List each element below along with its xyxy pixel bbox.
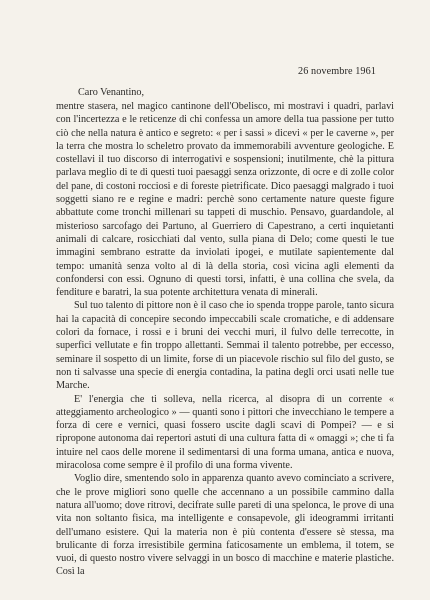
paragraph-3: E' l'energia che ti solleva, nella ricerca, al disopra di un corrente « atteggiamento archeologico » — quanti sono i pittori che invecchiano le tempere a forza di cere e vernici, quasi fossero uscite dagli scavi di Pompei? — e si ripropone autonoma dai repertori astuti di una cultura fatta di « omaggi »; che ti fa intuire nel caos delle morene il sedimentarsi di una forma umana, antica e nuova, miracolosa come sempre è il profilo di una forma vivente. [56,393,394,472]
paragraph-2: Sul tuo talento di pittore non è il caso che io spenda troppe parole, tanto sicura hai la capacità di concepire secondo impeccabili scale cromatiche, e di addensare colori da fornace, i rossi e i bruni dei vecchi muri, il fulvo delle terrecotte, in superfici vellutate e fin troppo allettanti. Semmai il talento potrebbe, per eccesso, seminare il sospetto di un limite, forse di un piacevole rischio sul filo del gusto, se non ti salvasse una specie di energia contadina, la patina degli orci usati nelle tue Marche. [56,300,394,392]
letter-salutation: Caro Venantino, [78,87,145,98]
paragraph-4: Voglio dire, smentendo solo in apparenza quanto avevo cominciato a scrivere, che le prove migliori sono quelle che accennano a un possibile cammino dalla natura all'uomo; dove ritrovi, decifrate sulle pareti di una spelonca, le prove di una vita non soltanto fisica, ma intelligente e consapevole, gli ideogrammi irritanti dell'umano esistere. Qui la materia non è più contenta d'essere sè stessa, ma brulicante di forza irresistibile germina faticosamente un emblema, il totem, se vuoi, di questo nostro vivere selvaggi in un bosco di macchine e materie plastiche. Così la [56,473,394,578]
letter-date: 26 novembre 1961 [298,66,376,77]
paragraph-1: mentre stasera, nel magico cantinone dell'Obelisco, mi mostravi i quadri, parlavi con l'incertezza e le reticenze di chi confessa un amore della tua passione per tutto ciò che nella natura è antico e segreto: « per i sassi » dicevi « per le caverne », per la terra che mostra lo scheletro provato da immemorabili avventure geologiche. E costellavi il tuo discorso di interrogativi e sospensioni; inutilmente, chè la pittura parlava meglio di te di questi tuoi paesaggi senza orizzonte, di ocre e di zolle color del pane, di costoni rocciosi e di foreste pietrificate. Dico paesaggi malgrado i tuoi soggetti siano re e regine e madri: perchè sono certamente nature queste figure abbattute come tronchi millenari su tappeti di muschio. Pensavo, guardandole, al misterioso sarcofago dei Partuno, al Guerriero di Capestrano, a certi inquietanti animali di calcare, rosicchiati dal vento, sulla piana di Delo; come questi le tue immagini sembrano estratte da inviolati ipogei, e mutilate sapientemente dal tempo: umanità senza volto al di là della storia, così vicina agli elementi da confondersi con essi. Ognuno di questi torsi, infatti, è una collina che svela, da fenditure e baratri, la sua potente architettura venata di minerali. [56,101,394,299]
